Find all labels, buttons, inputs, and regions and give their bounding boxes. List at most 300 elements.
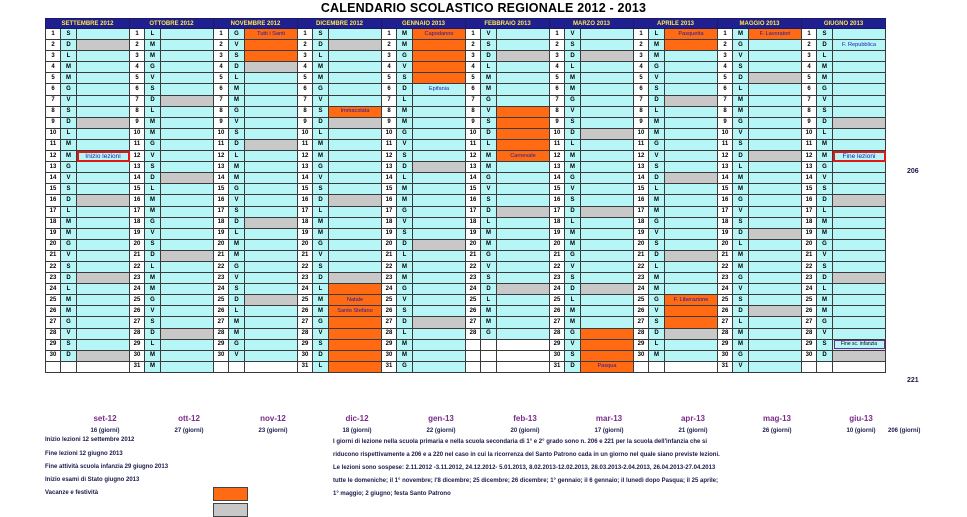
- weekday-letter: M: [145, 195, 161, 206]
- day-number: 28: [298, 328, 313, 339]
- day-number: 23: [550, 273, 565, 284]
- event-cell: [77, 295, 130, 306]
- day-number: 6: [130, 84, 145, 95]
- event-cell: [413, 206, 466, 217]
- day-row: [46, 273, 886, 284]
- weekday-letter: M: [565, 84, 581, 95]
- day-number: 20: [802, 239, 817, 250]
- weekday-letter: G: [817, 317, 833, 328]
- day-number: 5: [634, 73, 649, 84]
- empty-cell: [634, 361, 649, 372]
- day-number: 12: [298, 151, 313, 162]
- weekday-letter: V: [481, 106, 497, 117]
- sunday-cell: [581, 51, 634, 62]
- event-cell: [497, 162, 550, 173]
- empty-cell: [497, 361, 550, 372]
- event-cell: [413, 261, 466, 272]
- day-number: 25: [298, 295, 313, 306]
- weekday-letter: D: [733, 228, 749, 239]
- event-cell: [161, 261, 214, 272]
- event-cell: [245, 228, 298, 239]
- day-row: [46, 106, 886, 117]
- weekday-letter: M: [145, 128, 161, 139]
- day-number: 28: [550, 328, 565, 339]
- weekday-letter: G: [313, 317, 329, 328]
- empty-cell: [214, 361, 229, 372]
- weekday-letter: L: [145, 261, 161, 272]
- day-number: 19: [46, 228, 61, 239]
- day-number: 23: [130, 273, 145, 284]
- day-number: 20: [298, 239, 313, 250]
- day-number: 11: [550, 139, 565, 150]
- sunday-cell: [749, 306, 802, 317]
- event-cell: [77, 284, 130, 295]
- weekday-letter: L: [61, 51, 77, 62]
- weekday-letter: G: [145, 217, 161, 228]
- sunday-cell: [245, 217, 298, 228]
- day-number: 17: [298, 206, 313, 217]
- weekday-letter: L: [145, 29, 161, 40]
- event-cell: [581, 173, 634, 184]
- weekday-letter: M: [817, 139, 833, 150]
- weekday-letter: S: [313, 339, 329, 350]
- weekday-letter: L: [313, 51, 329, 62]
- day-number: 2: [382, 40, 397, 51]
- weekday-letter: S: [481, 117, 497, 128]
- event-cell: [329, 73, 382, 84]
- event-cell: [245, 261, 298, 272]
- weekday-letter: D: [817, 40, 833, 51]
- day-number: 9: [298, 117, 313, 128]
- event-cell: [581, 250, 634, 261]
- event-cell: [581, 261, 634, 272]
- day-number: 25: [130, 295, 145, 306]
- event-cell: [833, 95, 886, 106]
- day-row: [46, 306, 886, 317]
- month-summary-label: mar-13: [595, 414, 623, 423]
- day-number: 25: [466, 295, 481, 306]
- event-cell: [161, 228, 214, 239]
- day-number: 13: [298, 162, 313, 173]
- event-cell: [77, 95, 130, 106]
- day-number: 1: [550, 29, 565, 40]
- event-cell: [497, 29, 550, 40]
- event-cell: [329, 62, 382, 73]
- day-number: 25: [214, 295, 229, 306]
- event-cell: [665, 350, 718, 361]
- weekday-letter: L: [817, 51, 833, 62]
- event-cell: [329, 206, 382, 217]
- event-cell: [245, 151, 298, 162]
- day-number: 12: [466, 151, 481, 162]
- event-cell: [833, 228, 886, 239]
- event-cell: [581, 40, 634, 51]
- day-number: 16: [634, 195, 649, 206]
- day-number: 19: [298, 228, 313, 239]
- event-cell: [245, 162, 298, 173]
- weekday-letter: S: [817, 29, 833, 40]
- event-cell: [413, 328, 466, 339]
- weekday-letter: D: [145, 173, 161, 184]
- info-holidays: Vacanze e festività: [45, 490, 99, 496]
- weekday-letter: M: [397, 273, 413, 284]
- weekday-letter: S: [313, 106, 329, 117]
- weekday-letter: S: [817, 184, 833, 195]
- day-number: 4: [214, 62, 229, 73]
- weekday-letter: V: [565, 184, 581, 195]
- day-number: 4: [802, 62, 817, 73]
- event-cell: [329, 261, 382, 272]
- event-cell: [161, 40, 214, 51]
- day-number: 11: [802, 139, 817, 150]
- weekday-letter: M: [817, 62, 833, 73]
- day-number: 21: [46, 250, 61, 261]
- weekday-letter: M: [817, 73, 833, 84]
- weekday-letter: G: [733, 273, 749, 284]
- weekday-letter: V: [817, 95, 833, 106]
- day-number: 1: [46, 29, 61, 40]
- day-number: 6: [46, 84, 61, 95]
- event-cell: [413, 250, 466, 261]
- event-cell: [665, 51, 718, 62]
- day-number: 26: [214, 306, 229, 317]
- holiday-cell: [665, 306, 718, 317]
- sunday-cell: [749, 228, 802, 239]
- day-row: [46, 173, 886, 184]
- event-cell: [749, 273, 802, 284]
- event-cell: [161, 106, 214, 117]
- sunday-cell: [497, 284, 550, 295]
- weekday-letter: V: [229, 350, 245, 361]
- weekday-letter: D: [733, 73, 749, 84]
- event-cell: [581, 217, 634, 228]
- weekday-letter: G: [649, 62, 665, 73]
- day-number: 18: [298, 217, 313, 228]
- weekday-letter: M: [565, 228, 581, 239]
- day-number: 28: [214, 328, 229, 339]
- day-number: 21: [298, 250, 313, 261]
- weekday-letter: M: [229, 328, 245, 339]
- event-cell: [665, 106, 718, 117]
- day-number: 14: [466, 173, 481, 184]
- day-row: [46, 29, 886, 40]
- event-cell: [329, 151, 382, 162]
- weekday-letter: V: [565, 261, 581, 272]
- weekday-letter: M: [229, 239, 245, 250]
- event-cell: [245, 106, 298, 117]
- day-number: 1: [466, 29, 481, 40]
- month-days-count: 20 (giorni): [510, 428, 540, 434]
- event-cell: [665, 261, 718, 272]
- day-number: 26: [634, 306, 649, 317]
- day-row: [46, 162, 886, 173]
- day-number: 14: [634, 173, 649, 184]
- weekday-letter: V: [61, 173, 77, 184]
- day-number: 27: [46, 317, 61, 328]
- month-header: GIUGNO 2013: [802, 19, 886, 29]
- day-number: 2: [550, 40, 565, 51]
- weekday-letter: M: [565, 162, 581, 173]
- day-number: 4: [46, 62, 61, 73]
- weekday-letter: L: [229, 306, 245, 317]
- weekday-letter: L: [649, 261, 665, 272]
- weekday-letter: V: [397, 217, 413, 228]
- holiday-cell: [497, 139, 550, 150]
- weekday-letter: V: [229, 273, 245, 284]
- event-cell: [77, 328, 130, 339]
- event-cell: [245, 128, 298, 139]
- day-number: 6: [802, 84, 817, 95]
- page-title: CALENDARIO SCOLASTICO REGIONALE 2012 - 2013: [320, 1, 647, 15]
- event-cell: [833, 139, 886, 150]
- weekday-letter: G: [565, 95, 581, 106]
- day-number: 31: [382, 361, 397, 372]
- empty-cell: [481, 361, 497, 372]
- sunday-cell: [245, 62, 298, 73]
- sunday-cell: [329, 273, 382, 284]
- day-number: 17: [550, 206, 565, 217]
- empty-cell: [77, 361, 130, 372]
- day-number: 9: [634, 117, 649, 128]
- event-cell: [329, 162, 382, 173]
- event-cell: [245, 317, 298, 328]
- holiday-cell: F. Liberazione: [665, 295, 718, 306]
- day-number: 17: [214, 206, 229, 217]
- weekday-letter: M: [145, 206, 161, 217]
- sunday-cell: [77, 273, 130, 284]
- holiday-cell: [329, 339, 382, 350]
- sunday-cell: [665, 95, 718, 106]
- weekday-letter: D: [61, 117, 77, 128]
- sunday-cell: [413, 162, 466, 173]
- weekday-letter: M: [397, 339, 413, 350]
- weekday-letter: M: [397, 184, 413, 195]
- weekday-letter: M: [145, 51, 161, 62]
- day-number: 30: [130, 350, 145, 361]
- day-number: 12: [802, 151, 817, 162]
- weekday-letter: V: [397, 139, 413, 150]
- day-number: 13: [634, 162, 649, 173]
- event-cell: [833, 239, 886, 250]
- empty-cell: [649, 361, 665, 372]
- day-number: 9: [718, 117, 733, 128]
- event-cell: [413, 295, 466, 306]
- day-number: 5: [718, 73, 733, 84]
- day-number: 31: [550, 361, 565, 372]
- weekday-letter: M: [229, 173, 245, 184]
- event-cell: [749, 261, 802, 272]
- day-number: 6: [298, 84, 313, 95]
- event-cell: [665, 139, 718, 150]
- weekday-letter: M: [313, 295, 329, 306]
- day-number: 24: [550, 284, 565, 295]
- event-cell: [833, 206, 886, 217]
- holiday-cell: [329, 350, 382, 361]
- day-number: 24: [466, 284, 481, 295]
- legend-sunday-swatch: [213, 503, 248, 517]
- event-cell: [665, 151, 718, 162]
- day-number: 29: [718, 339, 733, 350]
- weekday-letter: M: [733, 173, 749, 184]
- day-number: 12: [718, 151, 733, 162]
- weekday-letter: M: [733, 339, 749, 350]
- weekday-letter: L: [649, 184, 665, 195]
- weekday-letter: S: [397, 151, 413, 162]
- weekday-letter: M: [229, 84, 245, 95]
- holiday-cell: Natale: [329, 295, 382, 306]
- weekday-letter: M: [649, 273, 665, 284]
- day-number: 23: [718, 273, 733, 284]
- day-number: 12: [382, 151, 397, 162]
- day-number: 9: [46, 117, 61, 128]
- day-number: 23: [634, 273, 649, 284]
- day-number: 27: [214, 317, 229, 328]
- day-row: [46, 128, 886, 139]
- day-number: 1: [298, 29, 313, 40]
- day-number: 11: [466, 139, 481, 150]
- day-number: 26: [298, 306, 313, 317]
- weekday-letter: S: [145, 162, 161, 173]
- day-number: 1: [718, 29, 733, 40]
- empty-cell: [481, 339, 497, 350]
- event-cell: [77, 139, 130, 150]
- day-number: 17: [634, 206, 649, 217]
- day-number: 27: [466, 317, 481, 328]
- empty-cell: [466, 350, 481, 361]
- event-cell: [749, 162, 802, 173]
- weekday-letter: D: [481, 284, 497, 295]
- weekday-letter: D: [817, 195, 833, 206]
- day-number: 28: [382, 328, 397, 339]
- event-cell: [161, 151, 214, 162]
- weekday-letter: V: [565, 106, 581, 117]
- day-number: 11: [634, 139, 649, 150]
- day-number: 24: [46, 284, 61, 295]
- event-cell: [581, 117, 634, 128]
- weekday-letter: S: [145, 239, 161, 250]
- day-number: 21: [634, 250, 649, 261]
- sunday-cell: [77, 40, 130, 51]
- weekday-letter: D: [481, 206, 497, 217]
- day-number: 29: [214, 339, 229, 350]
- weekday-letter: M: [61, 62, 77, 73]
- weekday-letter: V: [649, 73, 665, 84]
- weekday-letter: M: [313, 73, 329, 84]
- day-number: 30: [298, 350, 313, 361]
- day-number: 20: [130, 239, 145, 250]
- event-cell: [161, 62, 214, 73]
- day-number: 2: [214, 40, 229, 51]
- weekday-letter: D: [649, 95, 665, 106]
- weekday-letter: S: [481, 273, 497, 284]
- day-number: 22: [130, 261, 145, 272]
- event-cell: [161, 306, 214, 317]
- day-number: 2: [130, 40, 145, 51]
- weekday-letter: M: [565, 151, 581, 162]
- event-cell: [833, 261, 886, 272]
- day-row: [46, 117, 886, 128]
- day-number: 17: [802, 206, 817, 217]
- day-number: 1: [802, 29, 817, 40]
- holiday-cell: Pasquetta: [665, 29, 718, 40]
- month-summary-label: nov-12: [260, 414, 286, 423]
- weekday-letter: M: [481, 151, 497, 162]
- event-cell: [413, 228, 466, 239]
- weekday-letter: M: [565, 73, 581, 84]
- sunday-cell: [245, 295, 298, 306]
- day-number: 22: [718, 261, 733, 272]
- day-number: 4: [718, 62, 733, 73]
- event-cell: [245, 250, 298, 261]
- month-header: FEBBRAIO 2013: [466, 19, 550, 29]
- day-number: 9: [550, 117, 565, 128]
- month-days-count: 21 (giorni): [678, 428, 708, 434]
- primary-days-count: 206: [907, 168, 919, 175]
- day-row: [46, 40, 886, 51]
- weekday-letter: M: [733, 184, 749, 195]
- day-number: 7: [634, 95, 649, 106]
- weekday-letter: D: [313, 350, 329, 361]
- event-cell: [749, 95, 802, 106]
- day-number: 24: [634, 284, 649, 295]
- event-cell: [245, 273, 298, 284]
- weekday-letter: M: [61, 151, 77, 162]
- day-number: 17: [46, 206, 61, 217]
- weekday-letter: M: [817, 151, 833, 162]
- weekday-letter: G: [145, 139, 161, 150]
- weekday-letter: M: [397, 261, 413, 272]
- event-cell: [413, 195, 466, 206]
- weekday-letter: M: [733, 106, 749, 117]
- weekday-letter: L: [649, 339, 665, 350]
- weekday-letter: G: [397, 51, 413, 62]
- event-cell: [77, 62, 130, 73]
- event-cell: [161, 361, 214, 372]
- weekday-letter: M: [733, 261, 749, 272]
- event-cell: [329, 239, 382, 250]
- event-cell: [581, 95, 634, 106]
- day-number: 19: [382, 228, 397, 239]
- event-cell: [749, 206, 802, 217]
- day-row: [46, 361, 886, 372]
- sunday-cell: [413, 317, 466, 328]
- weekday-letter: M: [481, 162, 497, 173]
- weekday-letter: S: [397, 306, 413, 317]
- weekday-letter: L: [565, 62, 581, 73]
- day-number: 2: [298, 40, 313, 51]
- holiday-cell: [581, 339, 634, 350]
- day-number: 15: [718, 184, 733, 195]
- weekday-letter: M: [565, 306, 581, 317]
- empty-cell: [466, 361, 481, 372]
- day-number: 8: [466, 106, 481, 117]
- event-cell: [77, 217, 130, 228]
- event-cell: [77, 239, 130, 250]
- event-cell: [581, 317, 634, 328]
- sunday-cell: [749, 73, 802, 84]
- weekday-letter: V: [145, 151, 161, 162]
- day-number: 23: [298, 273, 313, 284]
- weekday-letter: G: [229, 29, 245, 40]
- day-number: 24: [382, 284, 397, 295]
- event-cell: [329, 128, 382, 139]
- day-row: [46, 217, 886, 228]
- event-cell: [581, 273, 634, 284]
- weekday-letter: G: [229, 106, 245, 117]
- event-cell: [833, 317, 886, 328]
- day-number: 21: [718, 250, 733, 261]
- weekday-letter: G: [817, 162, 833, 173]
